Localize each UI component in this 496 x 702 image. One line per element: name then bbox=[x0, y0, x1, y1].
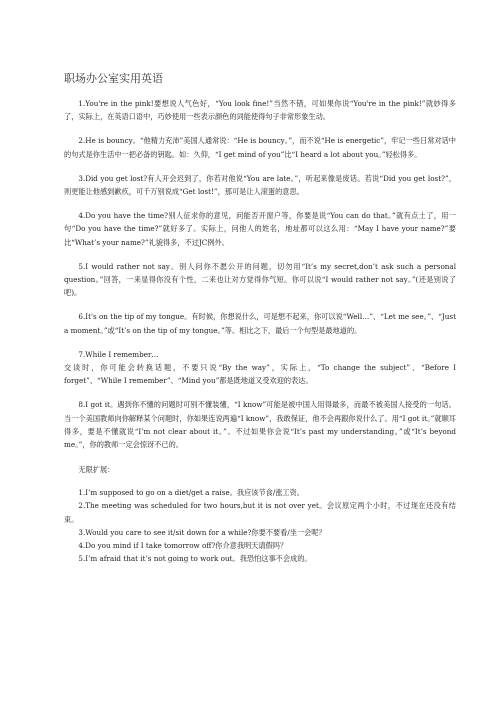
page-title: 职场办公室实用英语 bbox=[64, 72, 163, 85]
extension-item-5: 5.I’m afraid that it’s not going to work out。我恐怕这事不会成的。 bbox=[78, 554, 312, 564]
extension-item-2: 2.The meeting was scheduled for two hours,but it is not over yet。会议原定两个小时，不过现在还没有结束。 bbox=[64, 501, 456, 524]
extension-title: 无限扩展： bbox=[78, 465, 115, 475]
extension-item-1: 1.I’m supposed to go on a diet/get a raise。我应该节食/涨工资。 bbox=[78, 488, 304, 498]
extension-item-3: 3.Would you care to see it/sit down for a while?你要不要看/坐一会呢？ bbox=[78, 527, 326, 537]
paragraph-5: 5.I would rather not say。别人问你不愿公开的问题，切勿用“It’s my secret,don’t ask such a personal question。”回答，一来显得你没有个性，二来也让对方觉得你气短。你可以说“I would rather not say。”(还是别说了吧)。 bbox=[64, 261, 456, 298]
paragraph-6: 6.It's on the tip of my tongue。有时候，你想说什么，可是想不起来，你可以说“Well…”、“Let me see。”、“Just a moment。”或“It’s on the tip of my tongue。”等。相比之下，最后一个句型是最地道的。 bbox=[64, 312, 456, 335]
paragraph-8: 8.I got it。遇到你不懂的问题时可别不懂装懂，“I know”可能是被中国人用得最多，而最不被美国人接受的一句话。当一个美国教师向你解释某个问题时，你如果连说两遍“I know”，我敢保证，他不会再跟你说什么了。用“I got it。”就顺耳得多，要是不懂就说“I’m not clear about it。”。不过如果你会说“It’s past my understanding。”或“It’s beyond me。”，你的教师一定会惊讶不已的。 bbox=[64, 400, 456, 450]
paragraph-2: 2.He is bouncy。“他精力充沛”美国人通常说：“He is bouncy。”，而不说“He is energetic”，牢记一些日常对话中的句式是你生活中一把必备的钥匙。如：久仰，“I get mind of you”比“I heard a lot about you。”轻松得多。 bbox=[64, 136, 456, 159]
paragraph-3: 3.Did you get lost?有人开会迟到了，你若对他说“You are late。”，听起来像是废话。若说“Did you get lost?”，则更能让他感到歉疚，可千万别说成“Get lost!”，那可是让人滚蛋的意思。 bbox=[64, 173, 456, 197]
paragraph-1: 1.You're in the pink!要想说人气色好，“You look fine!”当然不错，可如果你说“You're in the pink!”就妙得多了，实际上，在英语口语中，巧妙使用一些表示颜色的词能使得句子非常形象生动。 bbox=[64, 99, 456, 122]
paragraph-7: 7.While I remember… 交谈时，你可能会转换话题，不要只说“By the way”，实际上，“To change the subject”、“Before I forget”、“While I remember”、“Mind you”都是既地道又受欢迎的表达。 bbox=[64, 349, 456, 386]
extension-item-4: 4.Do you mind if I take tomorrow off?你介意我明天请假吗？ bbox=[78, 541, 288, 551]
paragraph-4: 4.Do you have the time?别人征求你的意见，问能否开窗户等，你要是说“You can do that。”就有点土了，用一句“Do you have the time?”就好多了。实际上，问他人的姓名，地址都可以这么用：“May I have your name?”要比“What’s your name?”礼貌得多，不过JC例外。 bbox=[64, 211, 456, 247]
